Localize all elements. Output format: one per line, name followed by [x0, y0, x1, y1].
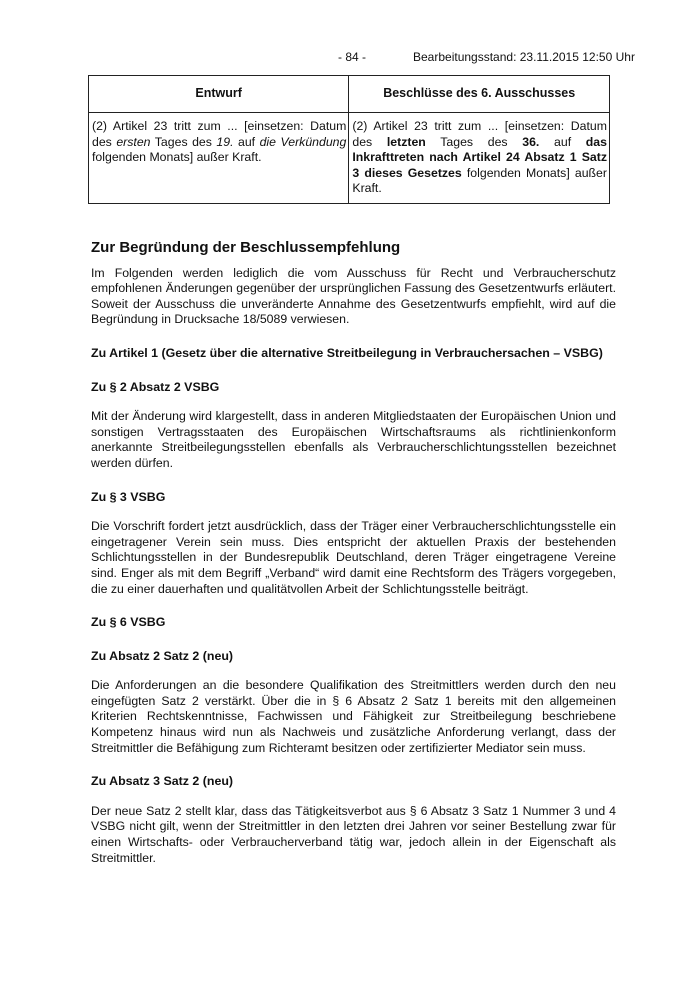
document-body — [91, 240, 616, 866]
header-beschluesse: Beschlüsse des 6. Ausschusses — [349, 76, 610, 113]
paragraph-par-3: Die Vorschrift fordert jetzt ausdrücklich, dass der Träger einer Verbraucherschlichtungsstelle ein eingetragener Verein sein muss. Dies entspricht der aktuellen Praxis der bestehenden Schlichtungsstellen in der Bundesrepublik Deutschland, deren Träger eingetragene Vereine sind. Enger als mit dem Begriff „Verband“ wird damit eine Rechtsform des Trägers vorgegeben, die zu einer dauerhaften und qualitätvollen Arbeit der Schlichtungsstelle beiträgt. — [91, 519, 616, 596]
cell-beschluesse: (2) Artikel 23 tritt zum ... [einsetzen: Datum des letzten Tages des 36. auf das Inkrafttreten nach Artikel 24 Absatz 1 Satz 3 dieses Gesetzes folgenden Monats] außer Kraft. — [349, 113, 610, 204]
heading-par-3: Zu § 3 VSBG — [91, 489, 166, 504]
paragraph-absatz-2: Die Anforderungen an die besondere Qualifikation des Streitmittlers werden durch den neu eingefügten Satz 2 verstärkt. Über die in § 6 Absatz 2 Satz 1 bereits mit den allgemeinen Kriterien Rechtskenntnisse, Fachwissen und Fähigkeit zur Streitbeilegung beschriebene Kompetenz hinaus wird nun als Nachweis und zusätzliche Anforderung verlangt, dass der Streitmittler die Befähigung zum Richteramt besitzen oder zertifizierter Mediator sein muss. — [91, 678, 616, 755]
heading-par-2: Zu § 2 Absatz 2 VSBG — [91, 379, 220, 394]
header-entwurf: Entwurf — [89, 76, 349, 113]
section-title: Zur Begründung der Beschlussempfehlung — [91, 239, 401, 256]
paragraph-par-2: Mit der Änderung wird klargestellt, dass in anderen Mitgliedstaaten der Europäischen Union und sonstigen Vertragsstaaten des Europäischen Wirtschaftsraums als richtlinienkonform anerkannte Streitbeilegungsstellen ebenfalls als Verbraucherschlichtungsstellen bezeichnet werden dürfen. — [91, 409, 616, 470]
page-number: - 84 - — [338, 50, 367, 64]
paragraph-absatz-3: Der neue Satz 2 stellt klar, dass das Tätigkeitsverbot aus § 6 Absatz 3 Satz 1 Nummer 3 und 4 VSBG nicht gilt, wenn der Streitmittler in den letzten drei Jahren vor seiner Bestellung zwar für einen Wirtschafts- oder Verbraucherverband tätig war, jedoch allein in der Eigenschaft als Streitmittler. — [91, 803, 616, 865]
heading-absatz-2: Zu Absatz 2 Satz 2 (neu) — [91, 648, 234, 663]
intro-paragraph: Im Folgenden werden lediglich die vom Ausschuss für Recht und Verbraucherschutz empfohlenen Änderungen gegenüber der ursprünglichen Fassung des Gesetzentwurfs erläutert. Soweit der Ausschuss die unveränderte Annahme des Gesetzentwurfs empfiehlt, wird auf die Begründung in Drucksache 18/5089 verwiesen. — [91, 265, 616, 327]
comparison-table — [88, 75, 610, 204]
cell-entwurf: (2) Artikel 23 tritt zum ... [einsetzen: Datum des ersten Tages des 19. auf die Verkündung folgenden Monats] außer Kraft. — [89, 113, 349, 204]
heading-artikel-1: Zu Artikel 1 (Gesetz über die alternative Streitbeilegung in Verbrauchersachen – VSBG) — [91, 345, 603, 360]
heading-absatz-3: Zu Absatz 3 Satz 2 (neu) — [91, 774, 234, 789]
edit-status: Bearbeitungsstand: 23.11.2015 12:50 Uhr — [413, 50, 635, 64]
heading-par-6: Zu § 6 VSBG — [91, 615, 166, 630]
